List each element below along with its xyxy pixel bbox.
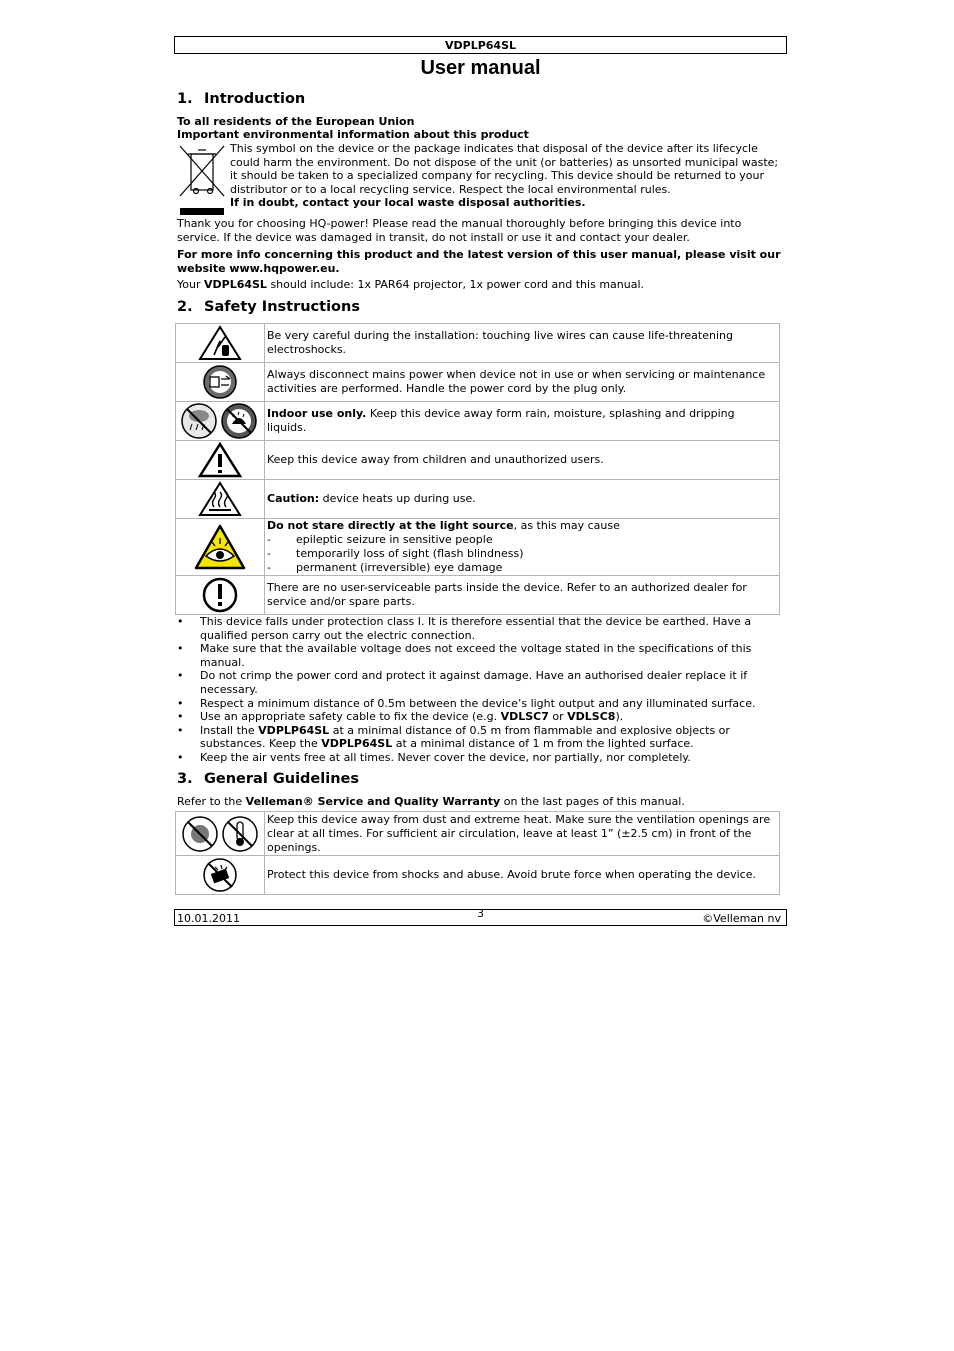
list-item: - permanent (irreversible) eye damage [267,561,503,574]
safety-text-7: There are no user-serviceable parts inside the device. Refer to an authorized dealer for service and/or spare parts. [265,576,780,615]
table-row [176,576,780,615]
safety-text-1: Be very careful during the installation: touching live wires can cause life-threatening electroshocks. [265,324,780,363]
table-row [176,402,780,441]
electric-shock-icon [176,324,265,363]
safety-text-6: Do not stare directly at the light source, as this may cause - epileptic seizure in sensitive people - temporarily loss of sight (flash blindness) - permanent (irreversible) eye damage [265,519,780,576]
list-item: - temporarily loss of sight (flash blindness) [267,547,524,560]
list-item: - epileptic seizure in sensitive people [267,533,493,546]
list-item: • Make sure that the available voltage does not exceed the voltage stated in the specifications of this manual. [177,642,777,669]
table-row [176,324,780,363]
list-item: • This device falls under protection class I. It is therefore essential that the device be earthed. Have a qualified person carry out the electric connection. [177,615,777,642]
warranty-reference: Refer to the Velleman® Service and Quality Warranty on the last pages of this manual. [177,795,685,808]
list-item: • Use an appropriate safety cable to fix the device (e.g. VDLSC7 or VDLSC8). [177,710,777,724]
no-rain-icon [176,402,265,441]
table-row [176,856,780,895]
header-model: VDPLP64SL [174,36,787,54]
exclamation-circle-icon [176,576,265,615]
guideline-text-2: Protect this device from shocks and abuse. Avoid brute force when operating the device. [265,856,780,895]
weee-text: This symbol on the device or the package indicates that disposal of the device after its lifecycle could harm the environment. Do not dispose of the unit (or batteries) as unsorted municipal waste; it should be taken to a specialized company for recycling. This device should be returned to your distributor or to a local recycling service. Respect the local environmental rules. If in doubt, contact your local waste disposal authorities. [230,142,779,210]
list-item: • Do not crimp the power cord and protect it against damage. Have an authorised dealer replace it if necessary. [177,669,777,696]
table-row [176,519,780,576]
list-item: • Respect a minimum distance of 0.5m between the device’s light output and any illuminated surface. [177,697,777,711]
env-info-heading: Important environmental information about this product [177,128,529,141]
table-row [176,441,780,480]
table-row [176,480,780,519]
safety-text-3: Indoor use only. Keep this device away form rain, moisture, splashing and dripping liquids. [265,402,780,441]
safety-text-2: Always disconnect mains power when device not in use or when servicing or maintenance activities are performed. Handle the power cord by the plug only. [265,363,780,402]
unplug-icon [176,363,265,402]
no-shock-icon [176,856,265,895]
no-dust-heat-icon [176,812,265,856]
safety-table [175,323,780,615]
section-safety-heading: 2. Safety Instructions [177,299,360,315]
safety-text-5: Caution: device heats up during use. [265,480,780,519]
footer-copyright: ©Velleman nv [702,912,781,925]
table-row [176,363,780,402]
list-item: • Keep the air vents free at all times. Never cover the device, nor partially, nor completely. [177,751,777,765]
warning-icon [176,441,265,480]
page-number: 3 [477,907,484,920]
list-item: • Install the VDPLP64SL at a minimal distance of 0.5 m from flammable and explosive objects or substances. Keep the VDPLP64SL at a minimal distance of 1 m from the lighted surface. [177,724,777,751]
eye-hazard-icon [176,519,265,576]
hot-surface-icon [176,480,265,519]
safety-text-4: Keep this device away from children and unauthorized users. [265,441,780,480]
weee-bin-icon [178,144,226,216]
thanks-paragraph: Thank you for choosing HQ-power! Please read the manual thoroughly before bringing this device into service. If the device was damaged in transit, do not install or use it and contact your dealer. [177,217,742,244]
guidelines-table [175,811,780,895]
residents-heading: To all residents of the European Union [177,115,415,128]
footer-date: 10.01.2011 [177,912,240,925]
safety-bullet-list [177,615,777,765]
section-guidelines-heading: 3. General Guidelines [177,771,359,787]
package-contents: Your VDPL64SL should include: 1x PAR64 projector, 1x power cord and this manual. [177,278,645,291]
page-title: User manual [420,57,541,79]
more-info-paragraph: For more info concerning this product and the latest version of this user manual, please visit our website www.hqpower.eu. [177,248,781,275]
page-footer [174,909,787,926]
table-row [176,812,780,856]
section-introduction-heading: 1. Introduction [177,91,306,107]
guideline-text-1: Keep this device away from dust and extreme heat. Make sure the ventilation openings are clear at all times. For sufficient air circulation, leave at least 1” (±2.5 cm) in front of the openings. [265,812,780,856]
